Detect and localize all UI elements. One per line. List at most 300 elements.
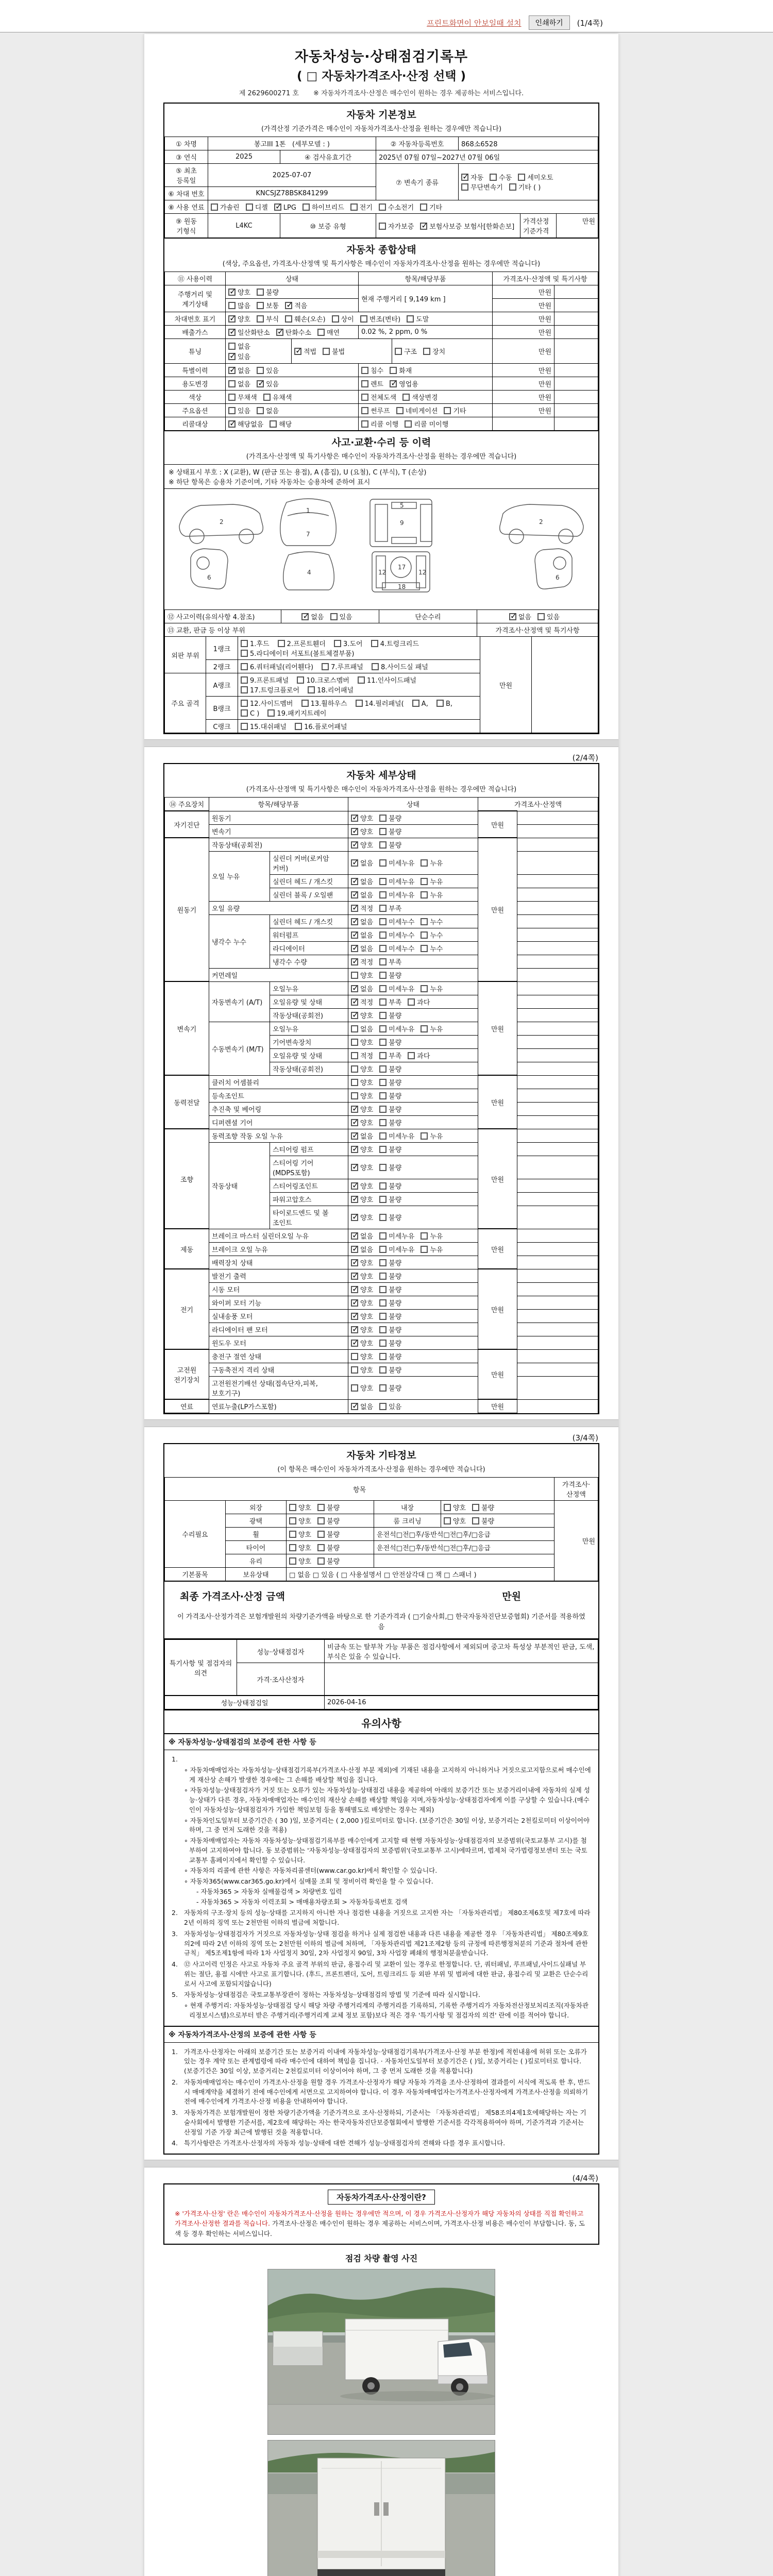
unchecked-checkbox-icon[interactable] xyxy=(421,1232,428,1240)
checkbox-option[interactable] xyxy=(308,685,354,694)
checkbox-option[interactable] xyxy=(379,1298,401,1308)
checkbox-option[interactable] xyxy=(297,675,349,685)
unchecked-checkbox-icon[interactable] xyxy=(211,204,218,211)
checkbox-option[interactable] xyxy=(379,840,401,850)
checkbox-option[interactable] xyxy=(263,392,292,402)
checkbox-option[interactable] xyxy=(351,957,373,967)
unchecked-checkbox-icon[interactable] xyxy=(421,918,428,925)
checkbox-option[interactable] xyxy=(472,1516,494,1526)
checked-checkbox-icon[interactable] xyxy=(351,1273,358,1280)
checkbox-option[interactable] xyxy=(379,202,414,212)
checkbox-option[interactable] xyxy=(351,1037,373,1047)
checkbox-option[interactable] xyxy=(351,858,373,868)
checkbox-option[interactable] xyxy=(423,346,445,356)
checkbox-option[interactable] xyxy=(317,1502,340,1512)
checkbox-option[interactable] xyxy=(379,1131,414,1141)
unchecked-checkbox-icon[interactable] xyxy=(379,1273,386,1280)
unchecked-checkbox-icon[interactable] xyxy=(395,348,402,355)
checkbox-option[interactable] xyxy=(351,1064,373,1074)
checked-checkbox-icon[interactable] xyxy=(301,613,309,620)
checkbox-option[interactable] xyxy=(379,1037,401,1047)
checkbox-option[interactable] xyxy=(334,638,363,648)
unchecked-checkbox-icon[interactable] xyxy=(379,815,386,822)
checkbox-option[interactable] xyxy=(379,1212,401,1222)
checkbox-option[interactable] xyxy=(395,346,417,356)
unchecked-checkbox-icon[interactable] xyxy=(289,1557,296,1565)
checkbox-option[interactable] xyxy=(317,1529,340,1539)
unchecked-checkbox-icon[interactable] xyxy=(379,891,386,899)
unchecked-checkbox-icon[interactable] xyxy=(396,407,404,414)
unchecked-checkbox-icon[interactable] xyxy=(267,709,275,717)
unchecked-checkbox-icon[interactable] xyxy=(317,1557,325,1565)
checkbox-option[interactable] xyxy=(379,1325,401,1334)
checkbox-option[interactable] xyxy=(351,1284,373,1294)
checkbox-option[interactable] xyxy=(257,314,279,324)
unchecked-checkbox-icon[interactable] xyxy=(379,1366,386,1374)
checkbox-option[interactable] xyxy=(379,1338,401,1348)
unchecked-checkbox-icon[interactable] xyxy=(379,878,386,885)
checked-checkbox-icon[interactable] xyxy=(509,613,516,620)
unchecked-checkbox-icon[interactable] xyxy=(270,420,277,428)
unchecked-checkbox-icon[interactable] xyxy=(444,1504,451,1511)
unchecked-checkbox-icon[interactable] xyxy=(379,1313,386,1320)
unchecked-checkbox-icon[interactable] xyxy=(351,1092,358,1099)
unchecked-checkbox-icon[interactable] xyxy=(379,1132,386,1140)
checkbox-option[interactable] xyxy=(379,1144,401,1154)
checkbox-option[interactable] xyxy=(396,405,438,415)
checkbox-option[interactable] xyxy=(257,287,279,297)
unchecked-checkbox-icon[interactable] xyxy=(350,204,358,211)
unchecked-checkbox-icon[interactable] xyxy=(317,1504,325,1511)
checked-checkbox-icon[interactable] xyxy=(351,815,358,822)
unchecked-checkbox-icon[interactable] xyxy=(351,1079,358,1086)
checked-checkbox-icon[interactable] xyxy=(351,1340,358,1347)
checked-checkbox-icon[interactable] xyxy=(390,380,397,387)
unchecked-checkbox-icon[interactable] xyxy=(361,394,368,401)
checkbox-option[interactable] xyxy=(379,1383,401,1393)
checkbox-option[interactable] xyxy=(361,419,398,429)
unchecked-checkbox-icon[interactable] xyxy=(421,945,428,952)
unchecked-checkbox-icon[interactable] xyxy=(444,1517,451,1524)
checkbox-option[interactable] xyxy=(241,709,259,718)
checked-checkbox-icon[interactable] xyxy=(351,1012,358,1019)
checkbox-option[interactable] xyxy=(246,202,268,212)
unchecked-checkbox-icon[interactable] xyxy=(421,878,428,885)
unchecked-checkbox-icon[interactable] xyxy=(351,1065,358,1073)
checkbox-option[interactable] xyxy=(351,1144,373,1154)
checkbox-option[interactable] xyxy=(379,970,401,980)
unchecked-checkbox-icon[interactable] xyxy=(379,1196,386,1203)
unchecked-checkbox-icon[interactable] xyxy=(379,1106,386,1113)
checked-checkbox-icon[interactable] xyxy=(351,1313,358,1320)
checked-checkbox-icon[interactable] xyxy=(351,905,358,912)
checkbox-option[interactable] xyxy=(351,1050,373,1060)
unchecked-checkbox-icon[interactable] xyxy=(278,640,285,647)
unchecked-checkbox-icon[interactable] xyxy=(361,380,368,387)
unchecked-checkbox-icon[interactable] xyxy=(289,1531,296,1538)
unchecked-checkbox-icon[interactable] xyxy=(241,723,248,730)
checked-checkbox-icon[interactable] xyxy=(228,367,236,374)
checkbox-option[interactable] xyxy=(444,405,466,415)
unchecked-checkbox-icon[interactable] xyxy=(323,348,330,355)
unchecked-checkbox-icon[interactable] xyxy=(379,1182,386,1190)
unchecked-checkbox-icon[interactable] xyxy=(241,676,248,684)
unchecked-checkbox-icon[interactable] xyxy=(317,1531,325,1538)
checkbox-option[interactable] xyxy=(351,903,373,913)
checkbox-option[interactable] xyxy=(371,638,419,648)
checked-checkbox-icon[interactable] xyxy=(228,420,236,428)
checkbox-option[interactable] xyxy=(379,1077,401,1087)
checkbox-option[interactable] xyxy=(241,638,270,648)
checkbox-option[interactable] xyxy=(421,984,443,993)
checkbox-option[interactable] xyxy=(379,1091,401,1100)
checked-checkbox-icon[interactable] xyxy=(276,329,283,336)
checkbox-option[interactable] xyxy=(351,970,373,980)
checkbox-option[interactable] xyxy=(351,1231,373,1241)
checkbox-option[interactable] xyxy=(361,392,396,402)
checked-checkbox-icon[interactable] xyxy=(257,380,264,387)
checkbox-option[interactable] xyxy=(228,351,289,361)
unchecked-checkbox-icon[interactable] xyxy=(303,204,310,211)
unchecked-checkbox-icon[interactable] xyxy=(379,1039,386,1046)
checked-checkbox-icon[interactable] xyxy=(351,1146,358,1153)
checkbox-option[interactable] xyxy=(301,698,347,708)
unchecked-checkbox-icon[interactable] xyxy=(285,315,292,323)
checked-checkbox-icon[interactable] xyxy=(351,918,358,925)
checkbox-option[interactable] xyxy=(289,1543,311,1552)
checkbox-option[interactable] xyxy=(379,876,414,886)
checkbox-option[interactable] xyxy=(351,1091,373,1100)
checkbox-option[interactable] xyxy=(537,612,560,621)
unchecked-checkbox-icon[interactable] xyxy=(228,407,236,414)
checked-checkbox-icon[interactable] xyxy=(351,859,358,867)
checkbox-option[interactable] xyxy=(379,1244,414,1254)
unchecked-checkbox-icon[interactable] xyxy=(308,686,315,693)
unchecked-checkbox-icon[interactable] xyxy=(421,931,428,939)
unchecked-checkbox-icon[interactable] xyxy=(379,859,386,867)
unchecked-checkbox-icon[interactable] xyxy=(351,1039,358,1046)
checked-checkbox-icon[interactable] xyxy=(351,1132,358,1140)
checkbox-option[interactable] xyxy=(228,341,289,351)
checkbox-option[interactable] xyxy=(351,1194,373,1204)
checkbox-option[interactable] xyxy=(379,997,401,1007)
unchecked-checkbox-icon[interactable] xyxy=(379,1164,386,1171)
checkbox-option[interactable] xyxy=(379,1162,401,1172)
checkbox-option[interactable] xyxy=(405,419,448,429)
checkbox-option[interactable] xyxy=(351,1181,373,1191)
checkbox-option[interactable] xyxy=(356,698,404,708)
checkbox-option[interactable] xyxy=(289,1556,311,1566)
checkbox-option[interactable] xyxy=(402,392,438,402)
unchecked-checkbox-icon[interactable] xyxy=(408,998,415,1006)
checkbox-option[interactable] xyxy=(351,1117,373,1127)
checkbox-option[interactable] xyxy=(361,365,383,375)
checkbox-option[interactable] xyxy=(351,1325,373,1334)
checkbox-option[interactable] xyxy=(301,612,324,621)
unchecked-checkbox-icon[interactable] xyxy=(420,204,427,211)
checked-checkbox-icon[interactable] xyxy=(351,1259,358,1266)
unchecked-checkbox-icon[interactable] xyxy=(379,931,386,939)
checkbox-option[interactable] xyxy=(241,675,289,685)
checkbox-option[interactable] xyxy=(379,1104,401,1114)
checkbox-option[interactable] xyxy=(289,1502,311,1512)
unchecked-checkbox-icon[interactable] xyxy=(379,841,386,849)
checkbox-option[interactable] xyxy=(420,221,514,231)
unchecked-checkbox-icon[interactable] xyxy=(361,420,368,428)
unchecked-checkbox-icon[interactable] xyxy=(379,1214,386,1221)
checked-checkbox-icon[interactable] xyxy=(351,1286,358,1293)
checked-checkbox-icon[interactable] xyxy=(228,315,236,323)
checkbox-option[interactable] xyxy=(379,1181,401,1191)
checkbox-option[interactable] xyxy=(421,1244,443,1254)
checkbox-option[interactable] xyxy=(379,826,401,836)
checkbox-option[interactable] xyxy=(379,1284,401,1294)
checkbox-option[interactable] xyxy=(408,997,430,1007)
checked-checkbox-icon[interactable] xyxy=(351,1164,358,1171)
checkbox-option[interactable] xyxy=(351,826,373,836)
unchecked-checkbox-icon[interactable] xyxy=(379,828,386,835)
unchecked-checkbox-icon[interactable] xyxy=(379,1326,386,1333)
checkbox-option[interactable] xyxy=(379,984,414,993)
checkbox-option[interactable] xyxy=(379,917,414,926)
checkbox-option[interactable] xyxy=(390,379,418,388)
checked-checkbox-icon[interactable] xyxy=(351,891,358,899)
checkbox-option[interactable] xyxy=(350,202,373,212)
checked-checkbox-icon[interactable] xyxy=(294,348,301,355)
unchecked-checkbox-icon[interactable] xyxy=(361,407,368,414)
checkbox-option[interactable] xyxy=(421,890,443,900)
checkbox-option[interactable] xyxy=(241,685,299,694)
checkbox-option[interactable] xyxy=(323,346,345,356)
checkbox-option[interactable] xyxy=(361,405,390,415)
unchecked-checkbox-icon[interactable] xyxy=(263,394,271,401)
unchecked-checkbox-icon[interactable] xyxy=(379,1384,386,1392)
checkbox-option[interactable] xyxy=(421,858,443,868)
unchecked-checkbox-icon[interactable] xyxy=(379,1092,386,1099)
checkbox-option[interactable] xyxy=(358,675,416,685)
unchecked-checkbox-icon[interactable] xyxy=(246,204,253,211)
checked-checkbox-icon[interactable] xyxy=(351,1106,358,1113)
checkbox-option[interactable] xyxy=(278,638,326,648)
checkbox-option[interactable] xyxy=(379,1258,401,1267)
checked-checkbox-icon[interactable] xyxy=(351,958,358,965)
unchecked-checkbox-icon[interactable] xyxy=(379,1119,386,1126)
unchecked-checkbox-icon[interactable] xyxy=(379,1286,386,1293)
checkbox-option[interactable] xyxy=(421,876,443,886)
unchecked-checkbox-icon[interactable] xyxy=(509,183,516,191)
unchecked-checkbox-icon[interactable] xyxy=(444,407,451,414)
unchecked-checkbox-icon[interactable] xyxy=(379,972,386,979)
unchecked-checkbox-icon[interactable] xyxy=(301,700,309,707)
checkbox-option[interactable] xyxy=(228,300,250,310)
unchecked-checkbox-icon[interactable] xyxy=(379,905,386,912)
checkbox-option[interactable] xyxy=(351,997,373,1007)
unchecked-checkbox-icon[interactable] xyxy=(390,367,397,374)
checkbox-option[interactable] xyxy=(379,1365,401,1375)
checked-checkbox-icon[interactable] xyxy=(351,985,358,992)
checkbox-option[interactable] xyxy=(228,365,250,375)
unchecked-checkbox-icon[interactable] xyxy=(228,380,236,387)
checkbox-option[interactable] xyxy=(421,1024,443,1033)
checkbox-option[interactable] xyxy=(289,1516,311,1526)
checkbox-option[interactable] xyxy=(379,943,414,953)
checkbox-option[interactable] xyxy=(351,1298,373,1308)
checkbox-option[interactable] xyxy=(257,300,279,310)
checkbox-option[interactable] xyxy=(330,612,352,621)
unchecked-checkbox-icon[interactable] xyxy=(472,1504,479,1511)
checkbox-option[interactable] xyxy=(509,182,541,192)
unchecked-checkbox-icon[interactable] xyxy=(379,1299,386,1307)
unchecked-checkbox-icon[interactable] xyxy=(379,1025,386,1032)
checkbox-option[interactable] xyxy=(228,405,250,415)
unchecked-checkbox-icon[interactable] xyxy=(332,315,339,323)
unchecked-checkbox-icon[interactable] xyxy=(351,1384,358,1392)
checkbox-option[interactable] xyxy=(351,876,373,886)
checkbox-option[interactable] xyxy=(257,405,279,415)
checkbox-option[interactable] xyxy=(270,419,292,429)
unchecked-checkbox-icon[interactable] xyxy=(351,1353,358,1360)
checkbox-option[interactable] xyxy=(379,957,401,967)
checkbox-option[interactable] xyxy=(472,1502,494,1512)
checkbox-option[interactable] xyxy=(379,890,414,900)
checkbox-option[interactable] xyxy=(317,1556,340,1566)
unchecked-checkbox-icon[interactable] xyxy=(379,1079,386,1086)
checkbox-option[interactable] xyxy=(276,327,311,337)
unchecked-checkbox-icon[interactable] xyxy=(379,204,386,211)
checkbox-option[interactable] xyxy=(241,721,287,731)
checkbox-option[interactable] xyxy=(490,172,512,182)
unchecked-checkbox-icon[interactable] xyxy=(379,1246,386,1253)
unchecked-checkbox-icon[interactable] xyxy=(289,1517,296,1524)
checkbox-option[interactable] xyxy=(274,204,296,212)
checked-checkbox-icon[interactable] xyxy=(351,1403,358,1410)
checkbox-option[interactable] xyxy=(518,172,553,182)
checkbox-option[interactable] xyxy=(351,1311,373,1321)
unchecked-checkbox-icon[interactable] xyxy=(421,891,428,899)
checkbox-option[interactable] xyxy=(407,314,429,324)
checkbox-option[interactable] xyxy=(285,314,325,324)
checked-checkbox-icon[interactable] xyxy=(351,1246,358,1253)
checkbox-option[interactable] xyxy=(351,1258,373,1267)
unchecked-checkbox-icon[interactable] xyxy=(360,315,367,323)
unchecked-checkbox-icon[interactable] xyxy=(461,183,468,191)
checkbox-option[interactable] xyxy=(351,943,373,953)
checkbox-option[interactable] xyxy=(322,662,363,671)
checkbox-option[interactable] xyxy=(408,1050,430,1060)
unchecked-checkbox-icon[interactable] xyxy=(490,174,497,181)
unchecked-checkbox-icon[interactable] xyxy=(297,676,304,684)
checkbox-option[interactable] xyxy=(351,1244,373,1254)
unchecked-checkbox-icon[interactable] xyxy=(379,958,386,965)
checkbox-option[interactable] xyxy=(379,1194,401,1204)
unchecked-checkbox-icon[interactable] xyxy=(379,1353,386,1360)
checkbox-option[interactable] xyxy=(351,1024,373,1033)
checkbox-option[interactable] xyxy=(420,202,442,212)
checkbox-option[interactable] xyxy=(360,314,400,324)
checkbox-option[interactable] xyxy=(421,1231,443,1241)
checked-checkbox-icon[interactable] xyxy=(420,223,427,230)
checkbox-option[interactable] xyxy=(228,287,250,297)
checkbox-option[interactable] xyxy=(351,813,373,823)
unchecked-checkbox-icon[interactable] xyxy=(379,1340,386,1347)
unchecked-checkbox-icon[interactable] xyxy=(405,420,412,428)
checked-checkbox-icon[interactable] xyxy=(351,945,358,952)
unchecked-checkbox-icon[interactable] xyxy=(379,998,386,1006)
checkbox-option[interactable] xyxy=(317,327,340,337)
checkbox-option[interactable] xyxy=(379,1010,401,1020)
unchecked-checkbox-icon[interactable] xyxy=(241,700,248,707)
unchecked-checkbox-icon[interactable] xyxy=(379,1259,386,1266)
checkbox-option[interactable] xyxy=(228,419,263,429)
checkbox-option[interactable] xyxy=(444,1502,466,1512)
checkbox-option[interactable] xyxy=(351,930,373,940)
checkbox-option[interactable] xyxy=(379,1064,401,1074)
unchecked-checkbox-icon[interactable] xyxy=(379,945,386,952)
checkbox-option[interactable] xyxy=(379,1271,401,1281)
checkbox-option[interactable] xyxy=(372,662,428,671)
checkbox-option[interactable] xyxy=(228,327,270,337)
checked-checkbox-icon[interactable] xyxy=(461,174,468,181)
checkbox-option[interactable] xyxy=(351,1401,373,1411)
checkbox-option[interactable] xyxy=(294,346,316,356)
unchecked-checkbox-icon[interactable] xyxy=(322,663,329,670)
checkbox-option[interactable] xyxy=(351,1010,373,1020)
checkbox-option[interactable] xyxy=(332,314,354,324)
unchecked-checkbox-icon[interactable] xyxy=(330,613,338,620)
checkbox-option[interactable] xyxy=(461,182,503,192)
unchecked-checkbox-icon[interactable] xyxy=(289,1504,296,1511)
unchecked-checkbox-icon[interactable] xyxy=(379,1232,386,1240)
checkbox-option[interactable] xyxy=(412,700,428,708)
unchecked-checkbox-icon[interactable] xyxy=(402,394,410,401)
checkbox-option[interactable] xyxy=(241,662,313,671)
checked-checkbox-icon[interactable] xyxy=(228,289,236,296)
unchecked-checkbox-icon[interactable] xyxy=(379,1012,386,1019)
unchecked-checkbox-icon[interactable] xyxy=(407,315,414,323)
unchecked-checkbox-icon[interactable] xyxy=(351,972,358,979)
print-plugin-install-link[interactable]: 프린트화면이 안보일때 설치 xyxy=(427,18,522,28)
unchecked-checkbox-icon[interactable] xyxy=(472,1517,479,1524)
checked-checkbox-icon[interactable] xyxy=(351,931,358,939)
checkbox-option[interactable] xyxy=(351,984,373,993)
checked-checkbox-icon[interactable] xyxy=(351,1214,358,1221)
checkbox-option[interactable] xyxy=(228,314,250,324)
unchecked-checkbox-icon[interactable] xyxy=(379,985,386,992)
checked-checkbox-icon[interactable] xyxy=(351,1196,358,1203)
unchecked-checkbox-icon[interactable] xyxy=(257,407,264,414)
unchecked-checkbox-icon[interactable] xyxy=(351,1025,358,1032)
checkbox-option[interactable] xyxy=(289,1529,311,1539)
checkbox-option[interactable] xyxy=(351,1365,373,1375)
checkbox-option[interactable] xyxy=(379,1117,401,1127)
checked-checkbox-icon[interactable] xyxy=(351,878,358,885)
unchecked-checkbox-icon[interactable] xyxy=(379,1146,386,1153)
unchecked-checkbox-icon[interactable] xyxy=(351,1052,358,1059)
print-button[interactable]: 인쇄하기 xyxy=(529,15,570,30)
checkbox-option[interactable] xyxy=(390,365,412,375)
checkbox-option[interactable] xyxy=(351,840,373,850)
checkbox-option[interactable] xyxy=(421,930,443,940)
unchecked-checkbox-icon[interactable] xyxy=(423,348,430,355)
unchecked-checkbox-icon[interactable] xyxy=(257,302,264,309)
checkbox-option[interactable] xyxy=(379,930,414,940)
checkbox-option[interactable] xyxy=(351,1162,373,1172)
checkbox-option[interactable] xyxy=(379,1351,401,1361)
checkbox-option[interactable] xyxy=(379,1024,414,1033)
unchecked-checkbox-icon[interactable] xyxy=(257,289,264,296)
checkbox-option[interactable] xyxy=(351,1077,373,1087)
checkbox-option[interactable] xyxy=(351,1212,373,1222)
